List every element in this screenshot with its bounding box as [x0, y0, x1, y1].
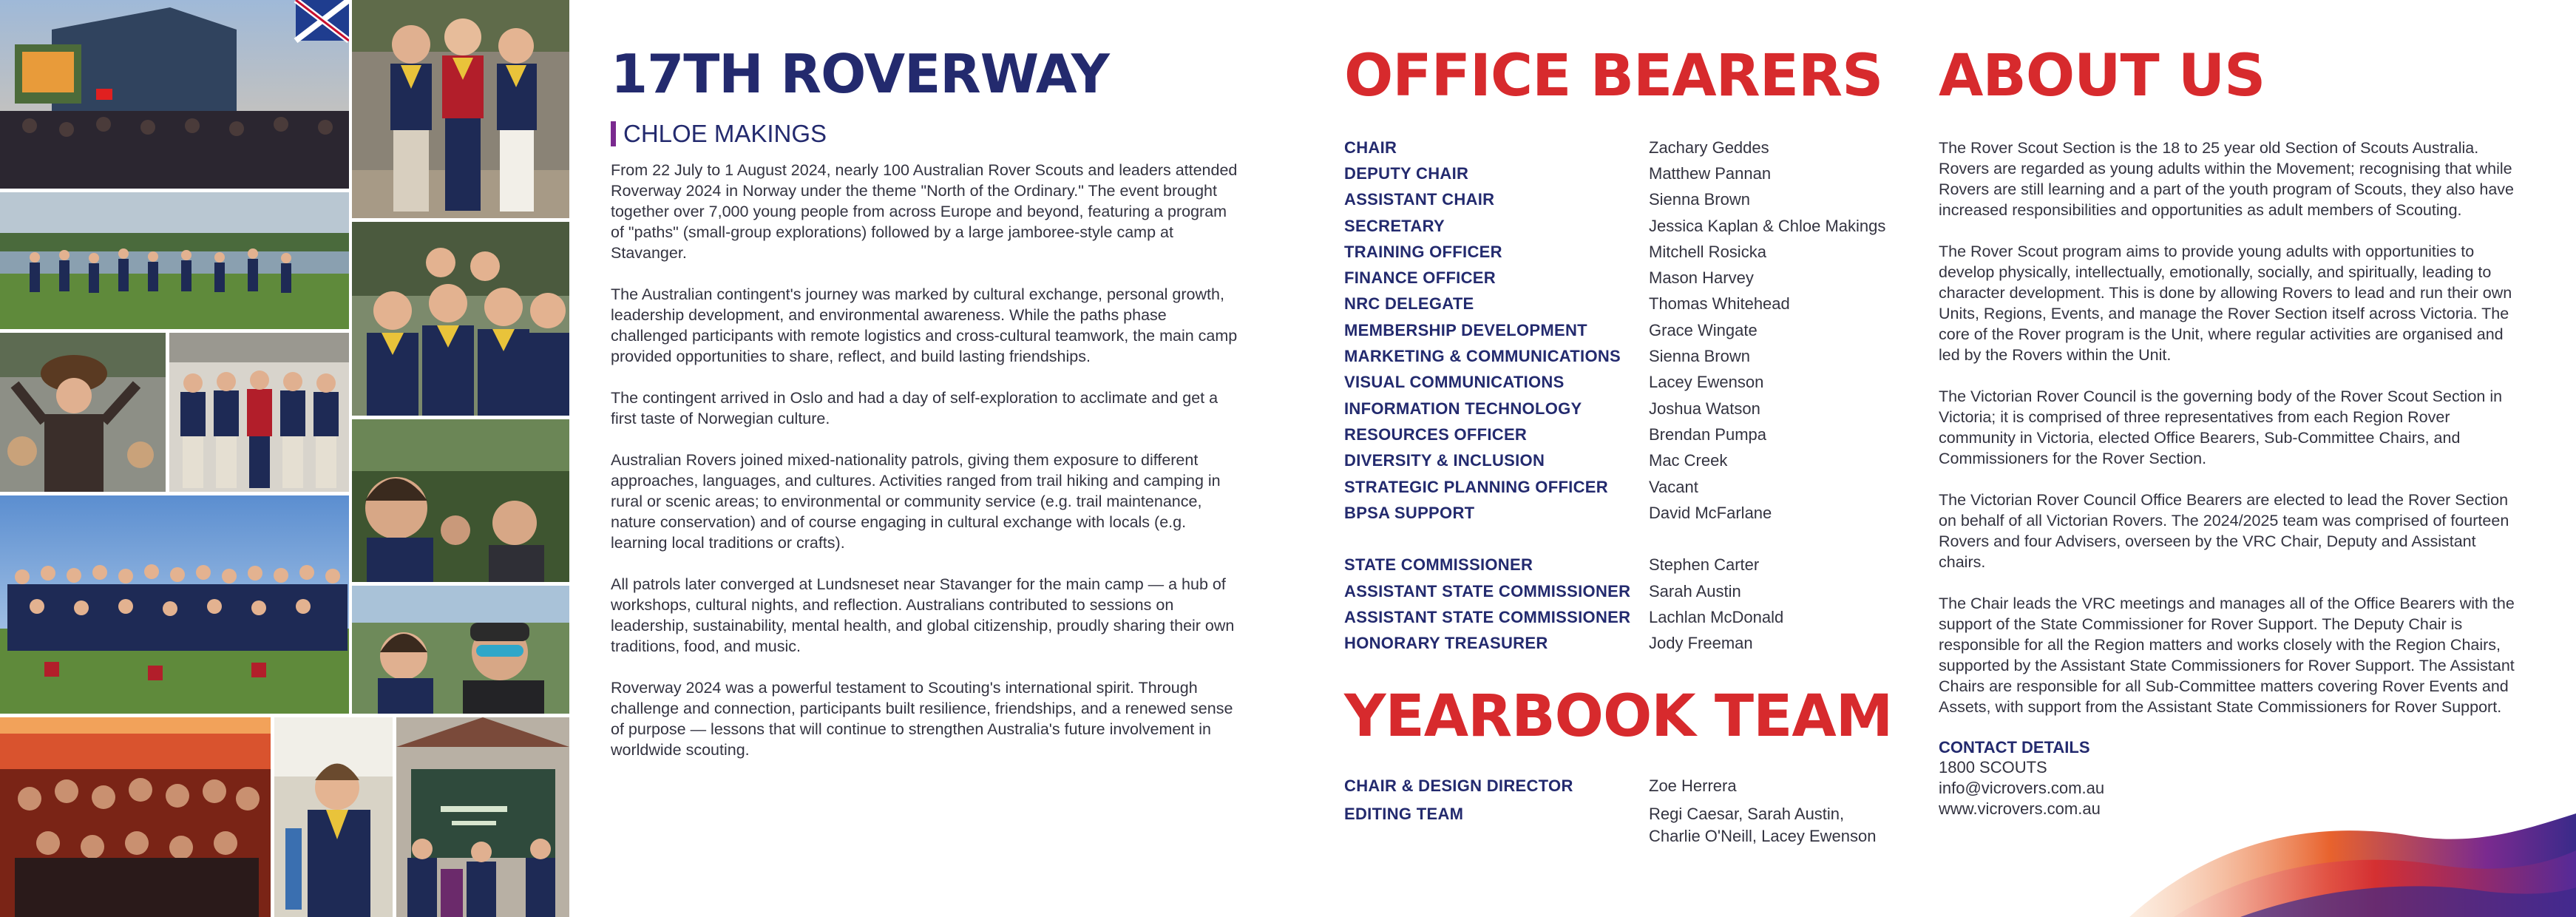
list-item	[1344, 775, 1906, 797]
scout-smiling-photo	[274, 717, 393, 917]
list-item	[1344, 135, 1906, 160]
large-group-photo	[0, 495, 349, 714]
list-item	[1344, 160, 1906, 186]
list-item	[1344, 343, 1906, 369]
office-bearers-section	[1344, 43, 1906, 853]
list-item	[1344, 370, 1906, 396]
welcome-sign-photo	[396, 717, 569, 917]
contact-website[interactable]: www.vicrovers.com.au	[1939, 799, 2101, 818]
role-label: CHAIR	[1344, 138, 1397, 157]
person-name: Joshua Watson	[1649, 399, 1760, 418]
list-item	[1344, 265, 1906, 291]
yearbook-team-list	[1344, 775, 1906, 847]
role-label: ASSISTANT CHAIR	[1344, 190, 1495, 209]
person-name: Zoe Herrera	[1649, 776, 1737, 795]
scouts-selfie-photo	[352, 222, 569, 416]
person-name: Vacant	[1649, 477, 1698, 496]
forest-selfie-photo	[352, 419, 569, 582]
person-name: Lacey Ewenson	[1649, 373, 1764, 392]
list-item	[1344, 239, 1906, 265]
role-label: SECRETARY	[1344, 216, 1445, 235]
list-item	[1344, 317, 1906, 343]
role-label: NRC DELEGATE	[1344, 294, 1474, 314]
person-name: Jody Freeman	[1649, 634, 1753, 653]
person-name: Thomas Whitehead	[1649, 294, 1790, 314]
list-item	[1344, 291, 1906, 317]
contact-heading: CONTACT DETAILS	[1939, 738, 2090, 757]
role-label: ASSISTANT STATE COMMISSIONER	[1344, 607, 1631, 626]
list-item	[1344, 500, 1906, 526]
roverway-body	[611, 160, 1239, 760]
lakeside-group-photo	[0, 192, 349, 329]
list-item	[1344, 474, 1906, 500]
roverway-paragraph: From 22 July to 1 August 2024, nearly 100 Australian Rover Scouts and leaders attended Roverway 2024 in Norway under the theme "North of the Ordinary." The event brought together over 7,000 young people from across Europe and beyond, featuring a program of "paths" (small-group explorations) followed by a large jamboree-style camp at Stavanger.	[611, 161, 1238, 262]
byline-accent-bar	[611, 121, 616, 146]
office-bearers-title: OFFICE BEARERS	[1344, 43, 1883, 109]
article-author: CHLOE MAKINGS	[623, 120, 827, 147]
role-label: HONORARY TREASURER	[1344, 634, 1548, 653]
role-label: DEPUTY CHAIR	[1344, 163, 1469, 183]
roverway-article	[611, 43, 1239, 781]
person-name: Mac Creek	[1649, 451, 1728, 470]
roverway-paragraph: The contingent arrived in Oslo and had a day of self-exploration to acclimate and get a first taste of Norwegian culture.	[611, 389, 1218, 427]
person-name: Sarah Austin	[1649, 581, 1741, 600]
list-item	[1344, 213, 1906, 239]
role-label: DIVERSITY & INCLUSION	[1344, 451, 1545, 470]
role-label: TRAINING OFFICER	[1344, 242, 1502, 261]
about-us-section	[1939, 43, 2523, 819]
contact-phone[interactable]: 1800 SCOUTS	[1939, 758, 2047, 776]
office-bearers-list	[1344, 135, 1906, 657]
sunglasses-selfie-photo	[352, 586, 569, 714]
costume-photo	[0, 333, 166, 492]
person-name: Mitchell Rosicka	[1649, 242, 1766, 261]
role-label: INFORMATION TECHNOLOGY	[1344, 399, 1582, 418]
list-item	[1344, 552, 1906, 578]
person-name: Mason Harvey	[1649, 268, 1754, 288]
person-name: Stephen Carter	[1649, 555, 1760, 575]
list-item	[1344, 187, 1906, 213]
three-scouts-photo	[352, 0, 569, 218]
roverway-paragraph: Australian Rovers joined mixed-nationality patrols, giving them exposure to different approaches, languages, and cultures. Activities ranged from trail hiking and camping in rural or scenic areas; to environmental or community service (e.g. trail maintenance, nature conservation) and of course engaging in cultural exchange with locals (e.g. learning local traditions or crafts).	[611, 451, 1221, 552]
person-name: Brendan Pumpa	[1649, 424, 1766, 444]
about-paragraph: The Rover Scout program aims to provide young adults with opportunities to develop physically, intellectually, emotionally, socially, and spiritually, leading to character development. This is done by allowing Rovers to lead and run their own Units, Regions, Events, and manage the Rover Section itself across Victoria. The core of the Rover program is the Unit, where regular activities are organised and led by the Rovers within the Unit.	[1939, 243, 2512, 364]
person-name: Sienna Brown	[1649, 190, 1750, 209]
person-name: Matthew Pannan	[1649, 163, 1772, 183]
role-label: EDITING TEAM	[1344, 804, 1464, 823]
role-label: STATE COMMISSIONER	[1344, 555, 1533, 575]
list-item	[1344, 448, 1906, 474]
role-label: BPSA SUPPORT	[1344, 503, 1475, 522]
person-name: Grace Wingate	[1649, 320, 1758, 339]
list-item	[1344, 803, 1906, 847]
role-label: MEMBERSHIP DEVELOPMENT	[1344, 320, 1587, 339]
person-name: Zachary Geddes	[1649, 138, 1769, 157]
roverway-paragraph: Roverway 2024 was a powerful testament to Scouting's international spirit. Through challenge and connection, participants built resilience, friendships, and a renewed sense of purpose — lessons that will continue to strengthen Australia's future involvement in worldwide scouting.	[611, 679, 1233, 759]
about-paragraph: The Victorian Rover Council Office Bearers are elected to lead the Rover Section on behalf of all Victorian Rovers. The 2024/2025 team was comprised of fourteen Rovers and four Advisers, overseen by the VRC Chair, Deputy and Assistant chairs.	[1939, 491, 2509, 571]
scouts-lineup-photo	[169, 333, 349, 492]
person-name: Lachlan McDonald	[1649, 607, 1784, 626]
role-label: MARKETING & COMMUNICATIONS	[1344, 347, 1621, 366]
role-label: ASSISTANT STATE COMMISSIONER	[1344, 581, 1631, 600]
role-label: VISUAL COMMUNICATIONS	[1344, 373, 1565, 392]
about-paragraph: The Rover Scout Section is the 18 to 25 year old Section of Scouts Australia. Rovers are regarded as young adults within the Movement; recognising that while Rovers are still learning and a part of the youth program of Scouts, they also have increased responsibilities and opportunities as adult members of Scouting.	[1939, 139, 2515, 219]
list-item	[1344, 578, 1906, 604]
roverway-title: 17TH ROVERWAY	[611, 43, 1109, 105]
person-name: Jessica Kaplan & Chloe Makings	[1649, 216, 1886, 235]
person-name: David McFarlane	[1649, 503, 1772, 522]
list-item	[1344, 422, 1906, 447]
roverway-paragraph: All patrols later converged at Lundsneset near Stavanger for the main camp — a hub of workshops, cultural nights, and reflection. Australians contributed to sessions on leadership, sustainability, mental health, and global citizenship, proudly sharing their own traditions, food, and music.	[611, 575, 1235, 655]
role-label: FINANCE OFFICER	[1344, 268, 1496, 288]
list-item	[1344, 604, 1906, 630]
about-us-body	[1939, 138, 2523, 717]
decorative-wave	[2129, 806, 2576, 917]
roverway-paragraph: The Australian contingent's journey was marked by cultural exchange, personal growth, leadership development, and environmental awareness. While the paths phase challenged participants with remote logistics and cross-cultural teamwork, the main camp provided opportunities to share, reflect, and build lasting friendships.	[611, 285, 1238, 365]
about-paragraph: The Chair leads the VRC meetings and manages all of the Office Bearers with the support of the State Commissioner for Rover Support. The Deputy Chair is responsible for all the Region matters and works closely with the Region Chairs, supported by the Assistant State Commissioners for Rover Support. The Assistant Chairs are responsible for all Sub-Committee matters covering Rover Events and Assets, with support from the Assistant State Commissioners for Rover Support.	[1939, 595, 2515, 716]
article-byline	[611, 120, 1239, 148]
yearbook-team-title: YEARBOOK TEAM	[1344, 683, 1893, 750]
stage-crowd-photo	[0, 0, 349, 189]
about-paragraph: The Victorian Rover Council is the governing body of the Rover Scout Section in Victoria; it is comprised of three representatives from each Region Rover community in Victoria, elected Office Bearers, Sub-Committee Chairs, and Commissioners for the Rover Section.	[1939, 388, 2503, 467]
contact-email[interactable]: info@vicrovers.com.au	[1939, 779, 2105, 797]
list-item	[1344, 631, 1906, 657]
person-name: Sienna Brown	[1649, 347, 1750, 366]
list-item	[1344, 396, 1906, 422]
night-group-photo	[0, 717, 271, 917]
about-us-title: ABOUT US	[1939, 43, 2265, 109]
role-label: STRATEGIC PLANNING OFFICER	[1344, 477, 1608, 496]
list-spacer	[1344, 526, 1906, 552]
role-label: CHAIR & DESIGN DIRECTOR	[1344, 776, 1573, 795]
person-name: Regi Caesar, Sarah Austin, Charlie O'Neill, Lacey Ewenson	[1649, 804, 1877, 845]
role-label: RESOURCES OFFICER	[1344, 424, 1528, 444]
